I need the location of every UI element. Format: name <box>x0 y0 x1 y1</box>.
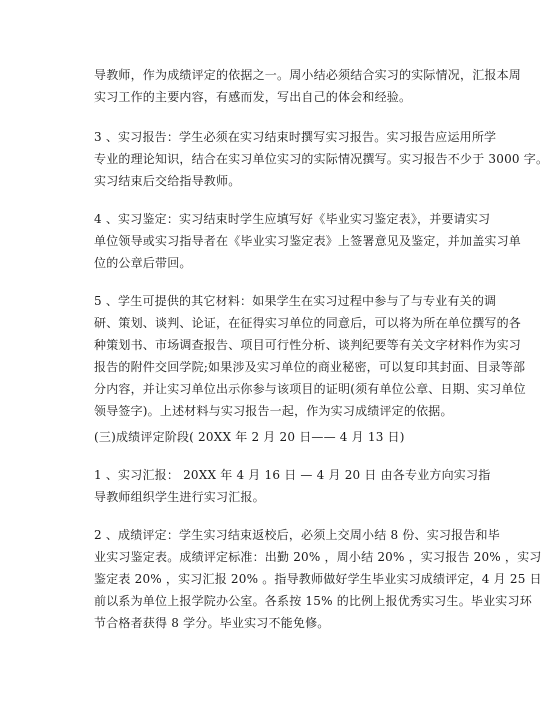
text-line: 实习结束后交给指导教师。 <box>94 174 241 188</box>
text-line: 2 、成绩评定：学生实习结束返校后，必须上交周小结 8 份、实习报告和毕 <box>94 528 500 542</box>
text-line: 导教师，作为成绩评定的依据之一。周小结必须结合实习的实际情况，汇报本周 <box>94 68 522 82</box>
text-line: 鉴定表 20% ，实习汇报 20% 。指导教师做好学生毕业实习成绩评定，4 月 25 日 <box>94 572 542 586</box>
paragraph-internship-presentation <box>94 464 491 508</box>
text-line: 分内容，并让实习单位出示你参与该项目的证明(须有单位公章、日期、实习单位 <box>94 382 526 396</box>
text-line: 位的公章后带回。 <box>94 256 192 270</box>
section-heading-grading-phase <box>94 426 420 448</box>
text-line: 5 、学生可提供的其它材料：如果学生在实习过程中参与了与专业有关的调 <box>94 294 497 308</box>
text-line: (三)成绩评定阶段( 20XX 年 2 月 20 日—— 4 月 13 日) <box>94 430 405 444</box>
text-line: 3 、实习报告：学生必须在实习结束时撰写实习报告。实习报告应运用所学 <box>94 130 497 144</box>
text-line: 实习工作的主要内容，有感而发，写出自己的体会和经验。 <box>94 90 412 104</box>
paragraph-internship-report <box>94 126 548 192</box>
text-line: 节合格者获得 8 学分。毕业实习不能免修。 <box>94 616 330 630</box>
text-line: 报告的附件交回学院;如果涉及实习单位的商业秘密，可以复印其封面、目录等部 <box>94 360 526 374</box>
text-line: 导教师组织学生进行实习汇报。 <box>94 490 265 504</box>
paragraph-internship-appraisal <box>94 208 522 274</box>
text-line: 领导签字)。上述材料与实习报告一起，作为实习成绩评定的依据。 <box>94 404 453 418</box>
paragraph-other-materials <box>94 290 526 422</box>
paragraph-weekly-summary <box>94 64 522 108</box>
text-line: 专业的理论知识，结合在实习单位实习的实际情况撰写。实习报告不少于 3000 字。 <box>94 152 548 166</box>
text-line: 单位领导或实习指导者在《毕业实习鉴定表》上签署意见及鉴定，并加盖实习单 <box>94 234 522 248</box>
text-line: 种策划书、市场调查报告、项目可行性分析、谈判纪要等有关文字材料作为实习 <box>94 338 522 352</box>
text-line: 前以系为单位上报学院办公室。各系按 15% 的比例上报优秀实习生。毕业实习环 <box>94 594 532 608</box>
text-line: 4 、实习鉴定：实习结束时学生应填写好《毕业实习鉴定表》，并要请实习 <box>94 212 491 226</box>
text-line: 1 、实习汇报： 20XX 年 4 月 16 日 — 4 月 20 日 由各专业方向实习指 <box>94 468 491 482</box>
paragraph-grade-evaluation <box>94 524 542 634</box>
text-line: 业实习鉴定表。成绩评定标准：出勤 20% ，周小结 20% ，实习报告 20% ，实习 <box>94 550 542 564</box>
text-line: 研、策划、谈判、论证，在征得实习单位的同意后，可以将为所在单位撰写的各 <box>94 316 522 330</box>
